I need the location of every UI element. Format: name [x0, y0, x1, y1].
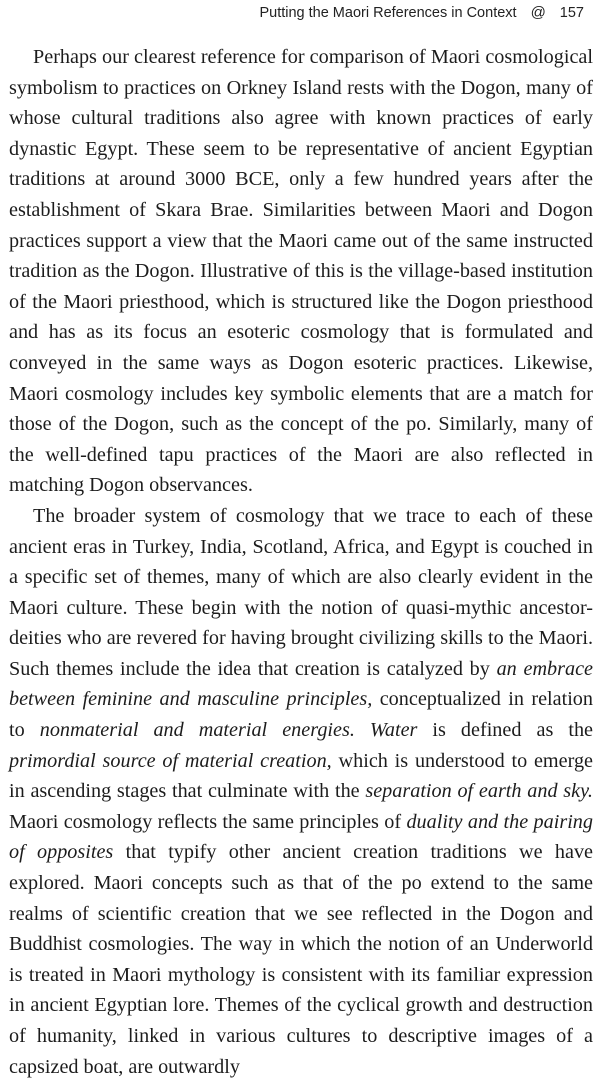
- paragraph-2-italic-4: separation of earth and sky.: [365, 780, 593, 803]
- running-header: [259, 4, 584, 21]
- paragraph-1: [9, 42, 593, 501]
- paragraph-2-italic-2: nonmaterial and material energies. Water: [39, 719, 418, 742]
- paragraph-2-italic-3: primordial source of material creation,: [9, 749, 332, 772]
- paragraph-2-text-2: conceptualized in relation to: [9, 688, 593, 742]
- paragraph-2-text-6: that typify other ancient creation traditions we have explored. Maori concepts such as that of the po extend to the same realms of scientific creation that we see reflected in the Dogon and Buddhist cosmologies. The way in which the notion of an Underworld is treated in Maori mythology is consistent with its familiar expression in ancient Egyptian lore. Themes of the cyclical growth and destruction of humanity, linked in various cultures to descriptive images of a capsized boat, are outwardly: [9, 841, 594, 1078]
- paragraph-2-text-5: Maori cosmology reflects the same principles of: [9, 810, 407, 833]
- paragraph-2-text-3: is defined as the: [417, 719, 593, 742]
- paragraph-1-text: Perhaps our clearest reference for comparison of Maori cosmological symbolism to practices on Orkney Island rests with the Dogon, many of whose cultural traditions also agree with known practices of early dynastic Egypt. These seem to be representative of ancient Egyptian traditions at around 3000 BCE, only a few hundred years after the establishment of Skara Brae. Similarities between Maori and Dogon practices support a view that the Maori came out of the same instructed tradition as the Dogon. Illustrative of this is the village-based institution of the Maori priesthood, which is structured like the Dogon priesthood and has as its focus an esoteric cosmology that is formulated and conveyed in the same ways as Dogon esoteric practices. Likewise, Maori cosmology includes key symbolic elements that are a match for those of the Dogon, such as the concept of the po. Similarly, many of the well-defined tapu practices of the Maori are also reflected in matching Dogon observances.: [9, 46, 593, 497]
- paragraph-2-italic-5: duality and the pairing of opposites: [9, 810, 593, 864]
- paragraph-2: [9, 501, 593, 1082]
- paragraph-2-text-4: which is understood to emerge in ascending stages that culminate with the: [9, 749, 594, 803]
- page-body: [9, 42, 593, 1082]
- running-title: Putting the Maori References in Context: [259, 4, 517, 21]
- page-number: 157: [559, 4, 584, 21]
- paragraph-2-text-1: The broader system of cosmology that we trace to each of these ancient eras in Turkey, India, Scotland, Africa, and Egypt is couched in a specific set of themes, many of which are also clearly evident in the Maori culture. These begin with the notion of quasi-mythic ancestor-deities who are revered for having brought civilizing skills to the Maori. Such themes include the idea that creation is catalyzed by: [9, 504, 593, 680]
- paragraph-2-italic-1: an embrace between feminine and masculine principles,: [9, 657, 593, 711]
- header-separator-glyph: @: [530, 4, 546, 21]
